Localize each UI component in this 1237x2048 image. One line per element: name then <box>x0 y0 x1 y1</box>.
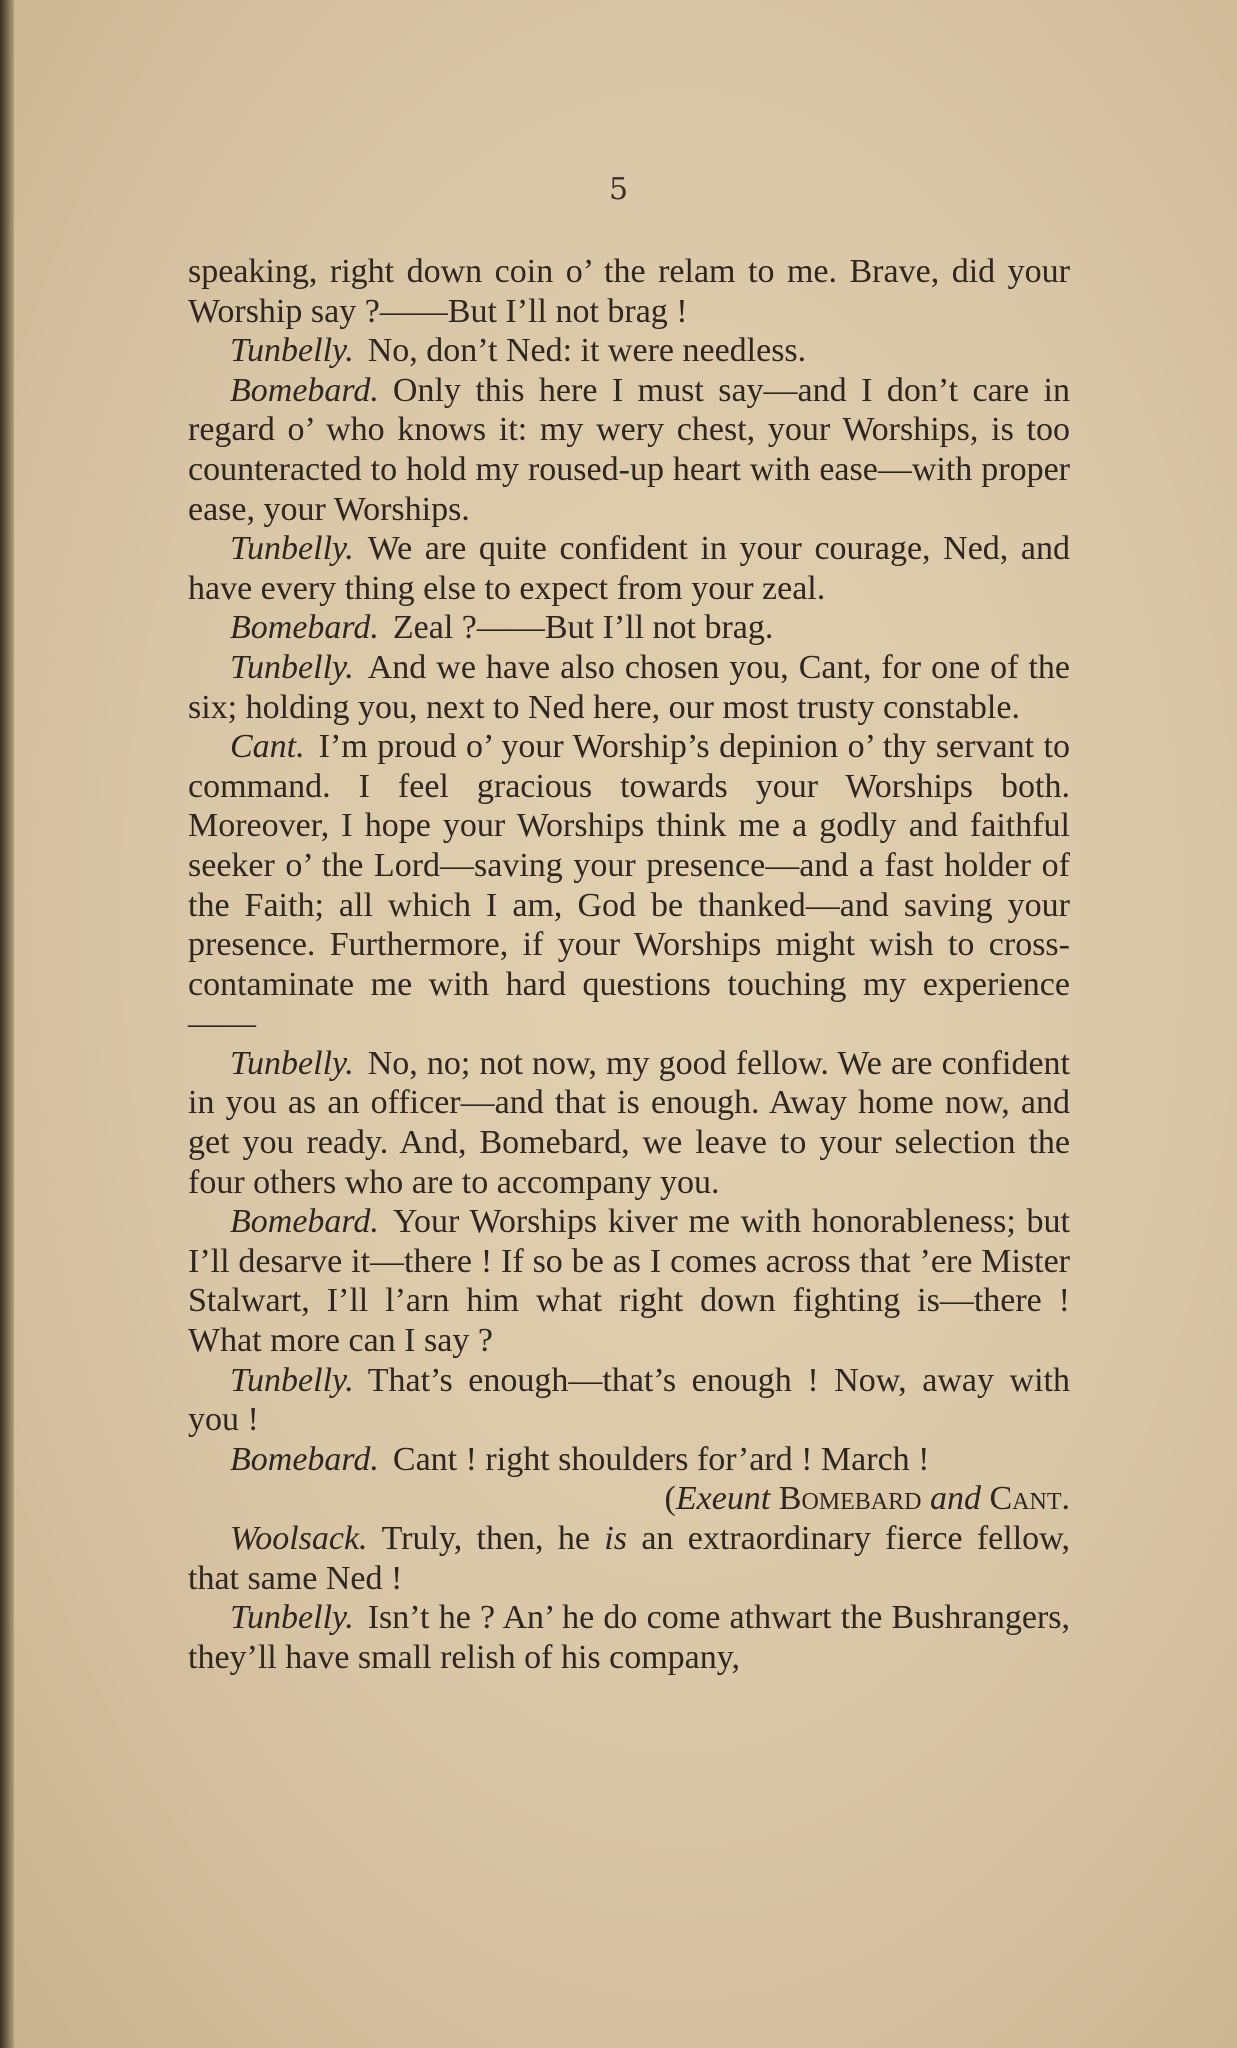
page-body <box>188 252 1070 1677</box>
speaker-name: Tunbelly. <box>230 332 354 370</box>
speaker-name: Bomebard. <box>230 371 379 409</box>
dialogue-line: Woolsack. Truly, then, he is an extraordinary fierce fellow, that same Ned ! <box>188 1520 1071 1597</box>
speaker-name: Bomebard. <box>230 609 379 647</box>
emphasis: is <box>604 1520 627 1557</box>
speaker-name: Tunbelly. <box>230 1044 354 1082</box>
speaker-name: Tunbelly. <box>230 1599 354 1637</box>
speaker-name: Cant. <box>230 728 305 766</box>
dialogue-line: Bomebard. Zeal ?——But I’ll not brag. <box>230 609 774 647</box>
paragraph: speaking, right down coin o’ the relam to me. Brave, did your Worship say ?——But I’ll not brag ! <box>188 253 1070 330</box>
dialogue-line: Tunbelly. No, no; not now, my good fellow. We are confident in you as an officer—and that is enough. Away home now, and get you ready. And, Bomebard, we leave to your selection the four others who are to accompany you. <box>188 1044 1070 1201</box>
speaker-name: Tunbelly. <box>230 1361 354 1399</box>
speaker-name: Bomebard. <box>230 1440 379 1478</box>
dialogue-line: Tunbelly. That’s enough—that’s enough ! Now, away with you ! <box>188 1361 1070 1439</box>
speaker-name: Tunbelly. <box>230 530 354 568</box>
dialogue-line: Cant. I’m proud o’ your Worship’s depinion o’ thy servant to command. I feel gracious towards your Worships both. Moreover, I hope your Worships think me a godly and faithful seeker o’ the Lord—saving your presence—and a fast holder of the Faith; all which I am, God be thanked—and saving your presence. Furthermore, if your Worships might wish to cross-contaminate me with hard questions touching my experience—— <box>188 728 1070 1043</box>
dialogue-line: Bomebard. Your Worships kiver me with honorableness; but I’ll desarve it—there ! If so be as I comes across that ’ere Mister Stalwart, I’ll l’arn him what right down fighting is—there ! What more can I say ? <box>188 1203 1070 1360</box>
dialogue-line: Tunbelly. And we have also chosen you, Cant, for one of the six; holding you, next to Ned here, our most trusty constable. <box>188 648 1070 726</box>
speaker-name: Woolsack. <box>230 1520 368 1557</box>
speaker-name: Bomebard. <box>230 1203 379 1241</box>
dialogue-line: Bomebard. Only this here I must say—and I don’t care in regard o’ who knows it: my wery chest, your Worships, is too counteracted to hold my roused-up heart with ease—with proper ease, your Worships. <box>188 371 1070 528</box>
book-spine-edge <box>0 0 14 2048</box>
dialogue-line: Tunbelly. We are quite confident in your courage, Ned, and have every thing else to expect from your zeal. <box>188 530 1070 607</box>
dialogue-line: Bomebard. Cant ! right shoulders for’ard ! March ! <box>230 1440 930 1478</box>
dialogue-line: Tunbelly. Isn’t he ? An’ he do come athwart the Bushrangers, they’ll have small relish of his company, <box>188 1599 1070 1676</box>
speaker-name: Tunbelly. <box>230 648 354 686</box>
stage-direction: (Exeunt Bomebard and Cant. <box>664 1480 1070 1518</box>
page-number: 5 <box>608 172 629 207</box>
dialogue-line: Tunbelly. No, don’t Ned: it were needless. <box>230 332 807 370</box>
